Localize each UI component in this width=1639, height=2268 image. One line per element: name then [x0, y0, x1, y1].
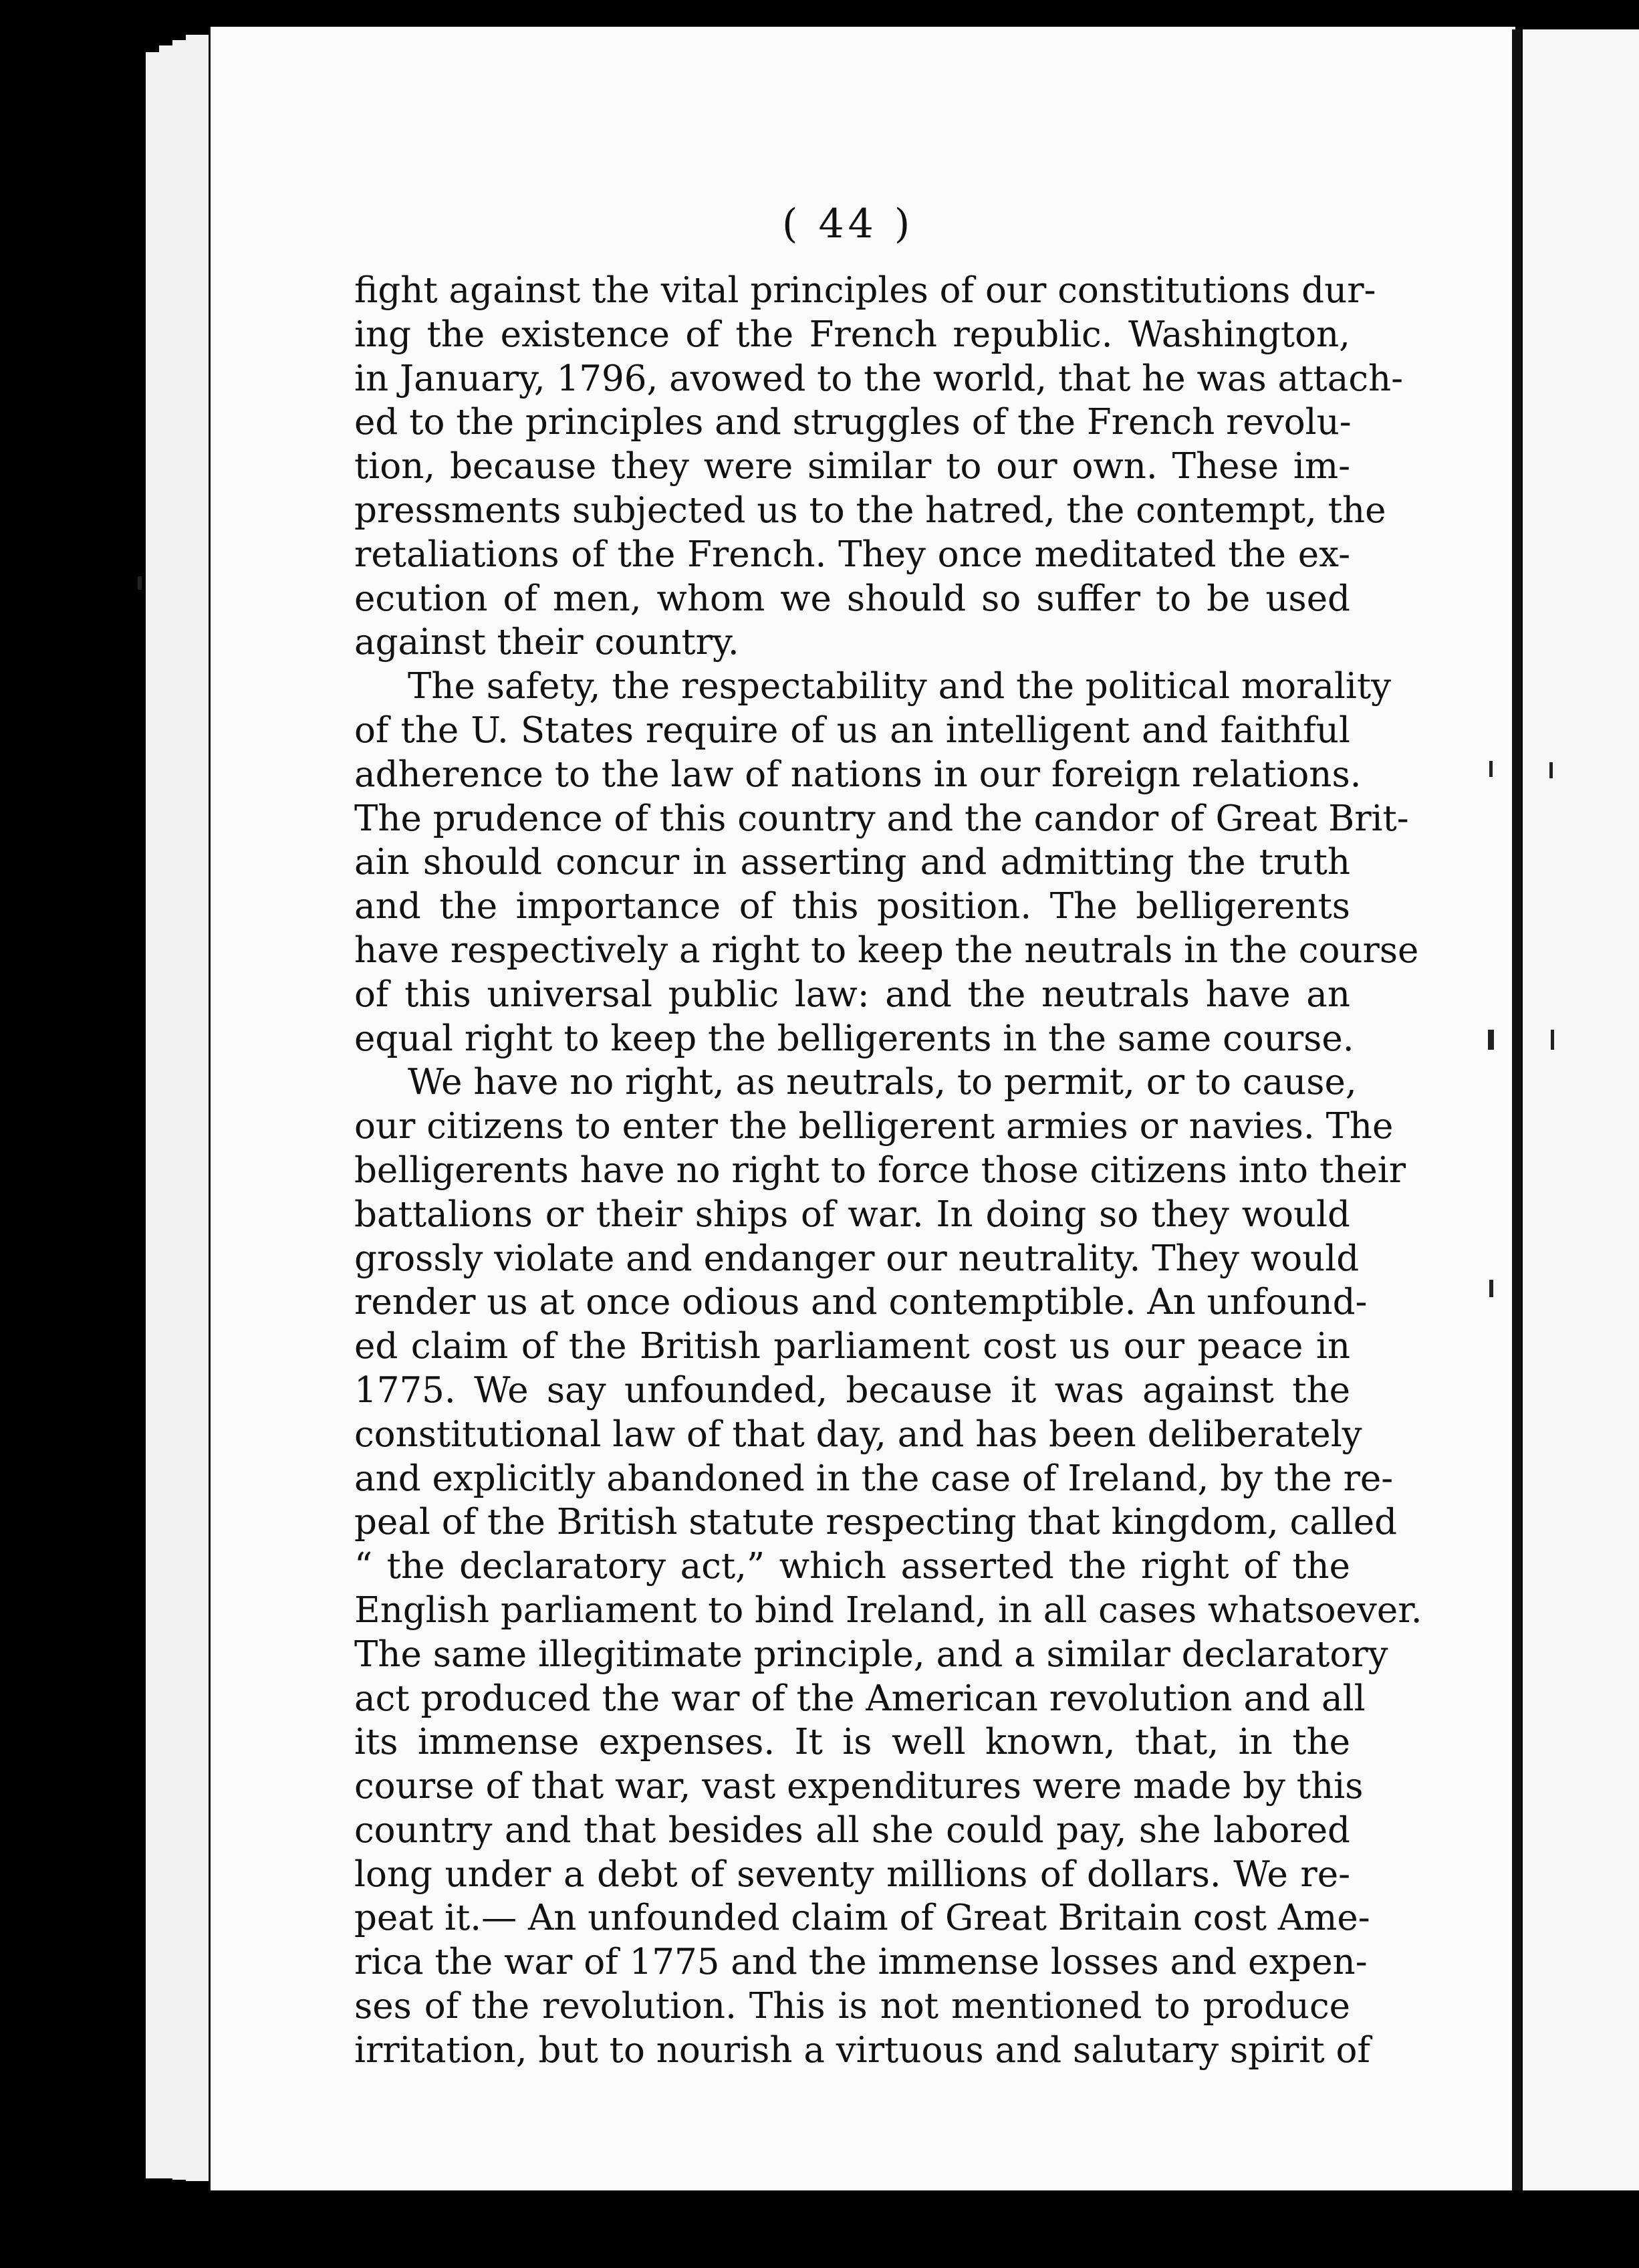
- text-line: pressments subjected us to the hatred, the contempt, the: [354, 489, 1386, 531]
- text-line: equal right to keep the belligerents in the same course.: [354, 1018, 1354, 1059]
- text-line: constitutional law of that day, and has been deliberately: [354, 1413, 1362, 1455]
- text-line: ed claim of the British parliament cost us our peace in: [354, 1326, 1350, 1367]
- text-line: We have no right, as neutrals, to permit, or to cause,: [408, 1062, 1357, 1103]
- text-line: “ the declaratory act,” which asserted the right of the: [354, 1546, 1350, 1587]
- text-line: adherence to the law of nations in our foreign relations.: [354, 754, 1362, 795]
- text-line: ecution of men, whom we should so suffer to be used: [354, 578, 1350, 619]
- text-line: tion, because they were similar to our own. These im-: [354, 446, 1350, 487]
- text-line: irritation, but to nourish a virtuous and salutary spirit of: [354, 2029, 1370, 2071]
- margin-mark: [1489, 1280, 1493, 1297]
- text-line: and the importance of this position. The belligerents: [354, 886, 1350, 927]
- margin-mark: [1549, 762, 1553, 778]
- text-line: its immense expenses. It is well known, that, in the: [354, 1722, 1350, 1763]
- text-line: render us at once odious and contemptible. An unfound-: [354, 1282, 1368, 1323]
- text-line: English parliament to bind Ireland, in all cases whatsoever.: [354, 1589, 1422, 1631]
- text-line: 1775. We say unfounded, because it was against the: [354, 1369, 1350, 1411]
- text-line: country and that besides all she could pay, she labored: [354, 1809, 1350, 1851]
- margin-mark: [1488, 1030, 1494, 1050]
- text-line: rica the war of 1775 and the immense losses and expen-: [354, 1942, 1368, 1983]
- text-line: peal of the British statute respecting that kingdom, called: [354, 1502, 1398, 1543]
- facing-page-edge: [1523, 29, 1639, 2190]
- text-line: battalions or their ships of war. In doing so they would: [354, 1194, 1350, 1235]
- text-line: ing the existence of the French republic. Washington,: [354, 314, 1350, 355]
- text-line: against their country.: [354, 622, 739, 663]
- text-line: grossly violate and endanger our neutrality. They would: [354, 1238, 1360, 1279]
- body-text: [354, 269, 1422, 2073]
- text-line: ed to the principles and struggles of the French revolu-: [354, 402, 1352, 443]
- text-line: ses of the revolution. This is not mentioned to produce: [354, 1986, 1350, 2027]
- text-line: our citizens to enter the belligerent armies or navies. The: [354, 1106, 1394, 1147]
- margin-mark: [1489, 761, 1493, 777]
- text-line: long under a debt of seventy millions of dollars. We re-: [354, 1853, 1350, 1895]
- text-line: fight against the vital principles of our constitutions dur-: [354, 270, 1376, 311]
- text-line: of this universal public law: and the neutrals have an: [354, 974, 1350, 1015]
- page-number: ( 44 ): [782, 201, 914, 247]
- text-line: of the U. States require of us an intelligent and faithful: [354, 709, 1350, 751]
- text-line: in January, 1796, avowed to the world, that he was attach-: [354, 358, 1404, 399]
- gutter-shadow: [1512, 29, 1521, 2190]
- text-line: course of that war, vast expenditures were made by this: [354, 1766, 1364, 1807]
- margin-mark: [1551, 1030, 1554, 1050]
- text-line: The same illegitimate principle, and a similar declaratory: [354, 1633, 1388, 1675]
- text-line: have respectively a right to keep the neutrals in the course: [354, 929, 1419, 971]
- text-line: belligerents have no right to force those citizens into their: [354, 1149, 1406, 1191]
- text-line: peat it.— An unfounded claim of Great Britain cost Ame-: [354, 1898, 1370, 1939]
- margin-mark: [138, 576, 142, 590]
- text-line: The safety, the respectability and the political morality: [408, 666, 1392, 707]
- text-line: The prudence of this country and the candor of Great Brit-: [354, 798, 1409, 839]
- text-line: act produced the war of the American revolution and all: [354, 1678, 1366, 1719]
- text-line: ain should concur in asserting and admitting the truth: [354, 842, 1350, 883]
- text-line: and explicitly abandoned in the case of Ireland, by the re-: [354, 1458, 1394, 1499]
- text-line: retaliations of the French. They once meditated the ex-: [354, 534, 1350, 575]
